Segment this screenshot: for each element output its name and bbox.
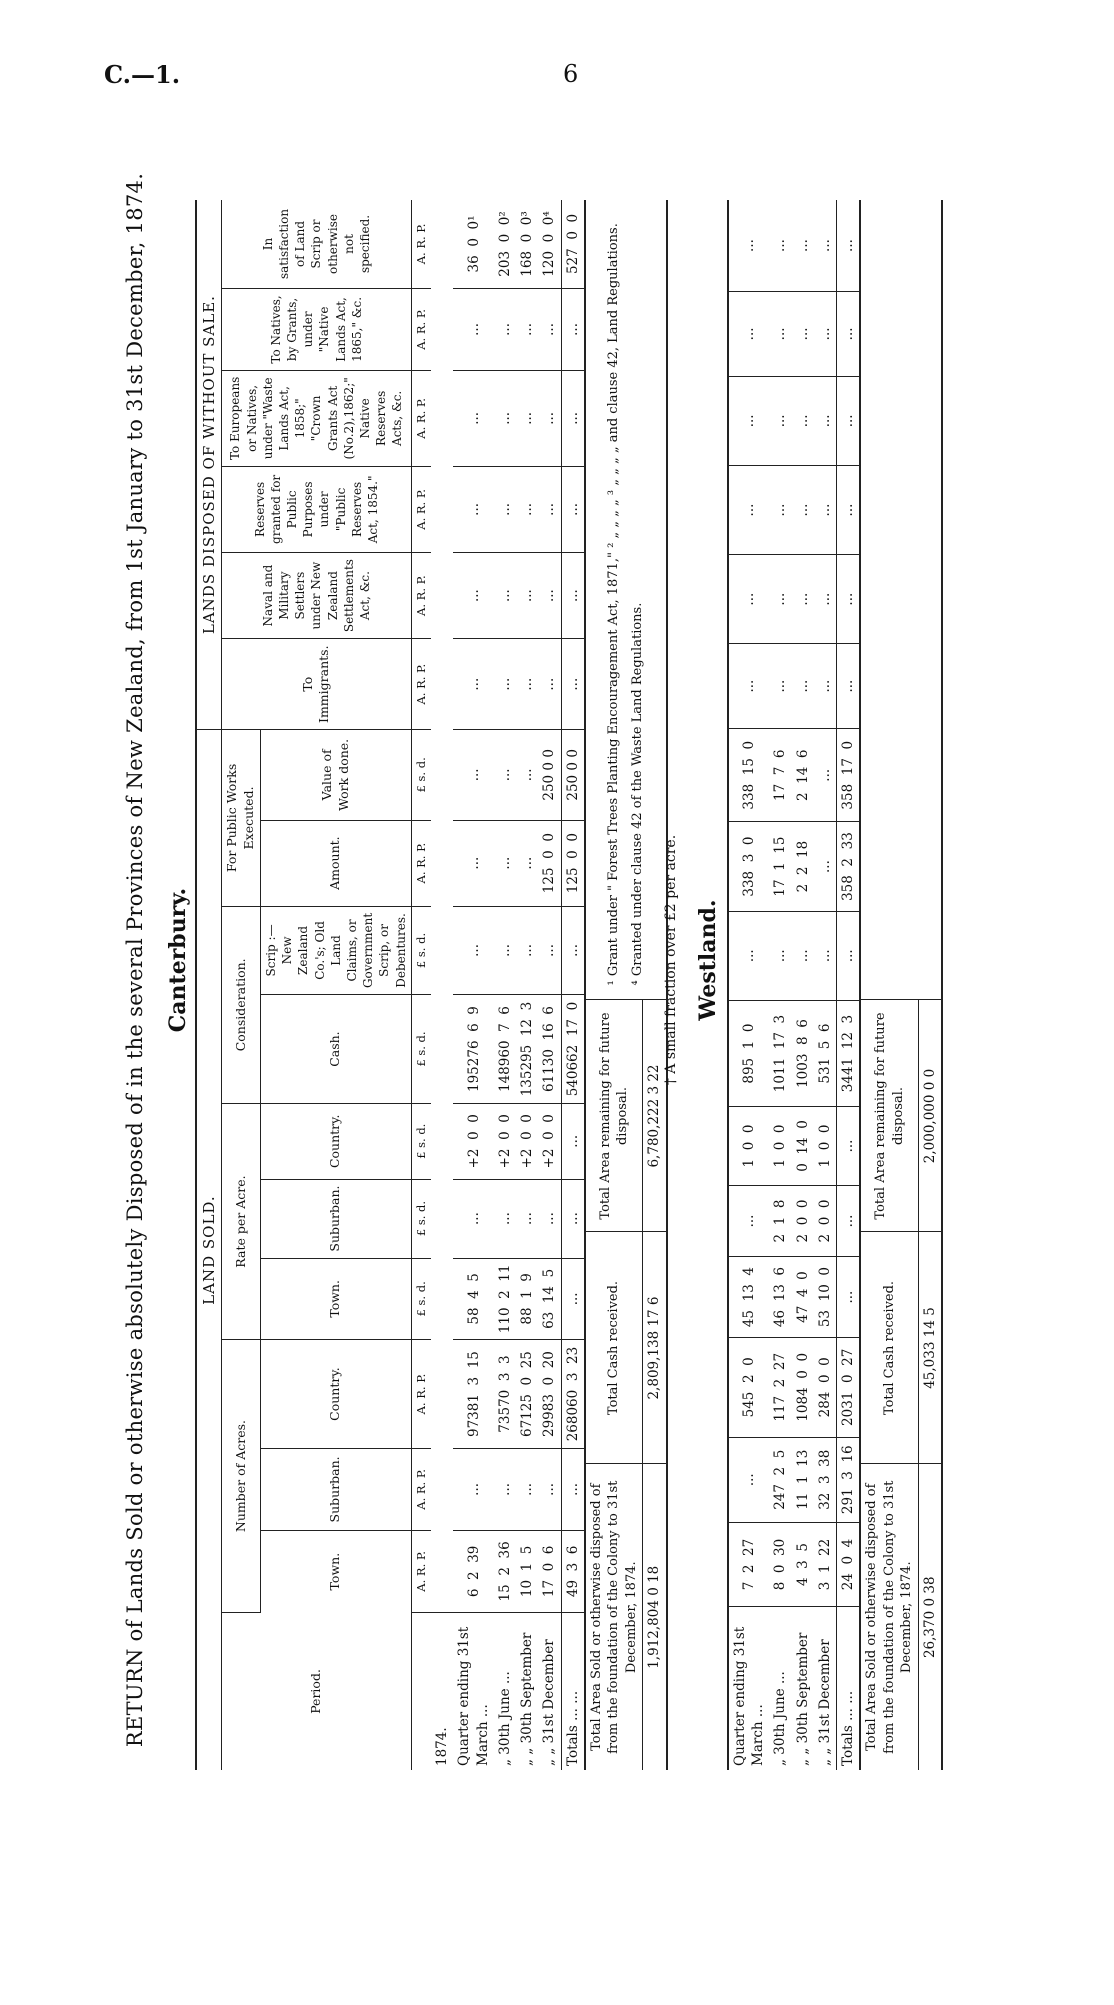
disposed-without-sale-cell: ... [769,376,791,465]
disposed-without-sale-cell: ... [561,552,584,638]
disposed-without-sale-cell: ... [837,291,860,376]
area-remaining-label: Total Area remaining for future disposal. [585,1000,643,1232]
disposed-without-sale-cell: ... [814,644,837,729]
period-cell: Totals ... ... [561,1612,584,1770]
scrip-cell: ... [814,911,837,1000]
westland-totals [837,200,860,1770]
cash-received-value: 45,033 14 5 [918,1232,942,1464]
disposed-without-sale-cell: ... [814,376,837,465]
rate-town-cell: 47 4 0 [792,1257,814,1337]
table-row [516,200,538,1770]
rate-suburban-cell: 2 1 8 [769,1185,791,1257]
town-acres-cell: 8 0 30 [769,1522,791,1607]
rate-town-cell: 88 1 9 [516,1258,538,1340]
public-works-value-cell: ... [814,729,837,823]
scrip-cell: ... [516,906,538,994]
public-works-header: For Public Works Executed. [222,730,261,907]
rate-town-cell: 58 4 5 [453,1258,493,1340]
disposed-without-sale-cell: ... [769,555,791,644]
disposed-without-sale-cell: ... [538,288,561,370]
public-works-value-cell: 338 15 0 [728,729,769,823]
country-acres-cell: 97381 3 15 [453,1340,493,1449]
page-number: 6 [563,60,579,88]
rate-town-cell: 45 13 4 [728,1257,769,1337]
scrip-cell: ... [837,911,860,1000]
satisfaction-cell: ... [837,200,860,291]
scrip-cell: ... [453,906,493,994]
satisfaction-cell: ... [728,200,769,291]
rate-town-cell: 110 2 11 [494,1258,516,1340]
cash-cell: 3441 12 3 [837,1000,860,1107]
rate-suburban-cell: ... [561,1179,584,1258]
disposed-without-sale-cell: ... [728,376,769,465]
disposed-without-sale-cell: ... [792,555,814,644]
disposed-without-sale-cell: ... [561,288,584,370]
disposed-without-sale-cell: ... [516,639,538,730]
period-cell: „ „ 30th September [519,1632,536,1766]
disposed-without-sale-cell: ... [516,370,538,466]
satisfaction-cell: 36 0 0¹ [453,200,493,288]
rate-country-cell: 1 0 0 [728,1107,769,1185]
satisfaction-cell: 203 0 0² [494,200,516,288]
rate-country-cell: ... [837,1107,860,1185]
table-row [792,200,814,1770]
disposed-without-sale-cell: ... [792,644,814,729]
suburban-acres-cell: ... [516,1448,538,1530]
units-lsd: £ s. d. [411,1258,431,1340]
suburban-acres-cell: ... [453,1448,493,1530]
disposed-without-sale-cell: ... [728,644,769,729]
lands-disposed-heading: LANDS DISPOSED OF WITHOUT SALE. [196,200,222,730]
units-arp: A. R. P. [411,552,431,638]
satisfaction-cell: ... [769,200,791,291]
cash-cell: 540662 17 0 [561,995,584,1104]
town-acres-cell: 6 2 39 [453,1530,493,1612]
westland-summary [860,200,943,1770]
disposed-without-sale-cell: ... [814,465,837,554]
public-works-amount-cell: 17 1 15 [769,822,791,911]
area-remaining-value: 6,780,222 3 22 [643,1000,667,1232]
country-acres-cell: 29983 0 20 [538,1340,561,1449]
disposed-without-sale-cell: ... [516,466,538,552]
scrip-cell: ... [494,906,516,994]
disposed-without-sale-cell: ... [561,466,584,552]
satisfaction-cell: ... [792,200,814,291]
public-works-amount-cell: 358 2 33 [837,822,860,911]
consideration-header: Consideration. [222,906,261,1103]
rate-suburban-cell: ... [837,1185,860,1257]
public-works-value-cell: 250 0 0 [561,730,584,820]
westland-block [727,200,943,1770]
rate-country-cell: +2 0 0 [538,1103,561,1179]
disposed-without-sale-cell: ... [769,644,791,729]
document-reference: C.—1. [104,60,181,89]
period-cell: „ „ 30th September [794,1632,811,1766]
area-sold-value: 1,912,804 0 18 [643,1464,667,1770]
rate-country-cell: ... [561,1103,584,1179]
disposed-without-sale-cell: ... [453,639,493,730]
town-acres-cell: 24 0 4 [837,1522,860,1607]
public-works-amount-cell: ... [494,820,516,906]
rate-suburban-cell: 2 0 0 [814,1185,837,1257]
suburban-acres-cell: 32 3 38 [814,1437,837,1522]
public-works-value-cell: 250 0 0 [538,730,561,820]
area-sold-label: Total Area Sold or otherwise disposed of from the foundation of the Colony to 31st December, 1874. [861,1464,919,1770]
units-arp: A. R. P. [411,1340,431,1449]
westland-rows [728,200,837,1770]
scrip-cell: ... [728,911,769,1000]
country-acres-cell: 73570 3 3 [494,1340,516,1449]
rate-country-cell: 1 0 0 [814,1107,837,1185]
footnote-forest: ¹ Grant under " Forest Trees Planting Encouragement Act, 1871," ² „ „ „ „ ³ „ „ „ „ and clause 42, Land Regulations. [606,223,622,986]
disposed-without-sale-cell: ... [453,370,493,466]
cash-received-label: Total Cash received. [585,1232,643,1464]
units-lsd: £ s. d. [411,730,431,820]
disposed-without-sale-cell: ... [837,555,860,644]
rate-suburban-cell: ... [538,1179,561,1258]
country-acres-cell: 545 2 0 [728,1337,769,1437]
public-works-value-cell: 2 14 6 [792,729,814,823]
satisfaction-header: In satisfaction of Land Scrip or otherwise not specified. [222,200,411,288]
suburban-header: Suburban. [261,1448,412,1530]
units-row [411,200,431,1770]
disposed-without-sale-cell: ... [769,291,791,376]
area-remaining-label: Total Area remaining for future disposal. [861,1000,919,1232]
rate-suburban-cell: ... [494,1179,516,1258]
scrip-cell: ... [769,911,791,1000]
cash-cell: 61130 16 6 [538,995,561,1104]
suburban-acres-cell: ... [728,1437,769,1522]
units-arp: A. R. P. [411,288,431,370]
units-arp: A. R. P. [411,820,431,906]
town-acres-cell: 3 1 22 [814,1522,837,1607]
disposed-without-sale-cell: ... [728,291,769,376]
units-lsd: £ s. d. [411,906,431,994]
reserves-header: Reserves granted for Public Purposes under "Public Reserves Act, 1854." [222,466,411,552]
rate-town-cell: ... [561,1258,584,1340]
cash-cell: 531 5 6 [814,1000,837,1107]
scrip-header: Scrip :—New Zealand Co.'s; Old Land Claims, or Government Scrip, or Debentures. [261,906,412,994]
disposed-without-sale-cell: ... [538,639,561,730]
period-cell: Quarter ending 31st March ... [732,1626,767,1766]
rate-suburban-cell: ... [453,1179,493,1258]
public-works-amount-cell: ... [516,820,538,906]
disposed-without-sale-cell: ... [728,465,769,554]
westland-table [727,200,860,1770]
disposed-without-sale-cell: ... [728,555,769,644]
area-sold-value: 26,370 0 38 [918,1464,942,1770]
public-works-amount-cell: 2 2 18 [792,822,814,911]
rate-suburban-cell: 2 0 0 [792,1185,814,1257]
cash-cell: 895 1 0 [728,1000,769,1107]
table-row [538,200,561,1770]
units-arp: A. R. P. [411,1448,431,1530]
canterbury-heading: Canterbury. [165,887,191,1033]
public-works-value-cell: ... [516,730,538,820]
rate-town-cell: ... [837,1257,860,1337]
rate-country-cell: +2 0 0 [453,1103,493,1179]
canterbury-summary [585,200,668,1770]
disposed-without-sale-cell: ... [538,370,561,466]
cash-received-label: Total Cash received. [861,1232,919,1464]
units-lsd: £ s. d. [411,1179,431,1258]
units-lsd: £ s. d. [411,995,431,1104]
units-arp: A. R. P. [411,370,431,466]
value-header: Value of Work done. [261,730,412,820]
town-acres-cell: 10 1 5 [516,1530,538,1612]
natives-header: To Natives, by Grants, under "Native Lands Act, 1865," &c. [222,288,411,370]
satisfaction-cell: 527 0 0 [561,200,584,288]
units-lsd: £ s. d. [411,1103,431,1179]
town-acres-cell: 4 3 5 [792,1522,814,1607]
rate-town-cell: 53 10 0 [814,1257,837,1337]
town-acres-cell: 49 3 6 [561,1530,584,1612]
period-cell: Quarter ending 31st March ... [456,1626,491,1766]
table-row [769,200,791,1770]
disposed-without-sale-cell: ... [837,376,860,465]
table-row [453,200,493,1770]
period-cell: „ 30th June ... [496,1671,513,1766]
period-header: Period. [222,1612,411,1770]
amount-header: Amount. [261,820,412,906]
canterbury-totals [561,200,584,1770]
satisfaction-cell: ... [814,200,837,291]
suburban-acres-cell: ... [494,1448,516,1530]
disposed-without-sale-cell: ... [538,552,561,638]
scrip-cell: ... [792,911,814,1000]
rate-country-cell: +2 0 0 [494,1103,516,1179]
rate-country-header: Country. [261,1103,412,1179]
public-works-value-cell: 358 17 0 [837,729,860,823]
disposed-without-sale-cell: ... [837,465,860,554]
disposed-without-sale-cell: ... [561,370,584,466]
rate-country-cell: 0 14 0 [792,1107,814,1185]
country-acres-cell: 67125 0 25 [516,1340,538,1449]
europeans-header: To Europeans or Natives, under "Waste Lands Act, 1858;" "Crown Grants Act (No.2),1862;" Native Reserves Acts, &c. [222,370,411,466]
cash-cell: 1003 8 6 [792,1000,814,1107]
canterbury-rows [453,200,561,1770]
canterbury-table [195,200,585,1770]
totals-row [837,200,860,1770]
disposed-without-sale-cell: ... [494,370,516,466]
scrip-cell: ... [561,906,584,994]
disposed-without-sale-cell: ... [792,376,814,465]
area-remaining-value: 2,000,000 0 0 [918,1000,942,1232]
public-works-value-cell: 17 7 6 [769,729,791,823]
rate-suburban-cell: ... [728,1185,769,1257]
disposed-without-sale-cell: ... [769,465,791,554]
disposed-without-sale-cell: ... [792,465,814,554]
town-header: Town. [261,1530,412,1612]
disposed-without-sale-cell: ... [494,466,516,552]
table-row [814,200,837,1770]
rate-header: Rate per Acre. [222,1103,261,1339]
period-cell: Totals ... ... [837,1607,860,1770]
suburban-acres-cell: 247 2 5 [769,1437,791,1522]
country-header: Country. [261,1340,412,1449]
footnote-waste-land: ⁴ Granted under clause 42 of the Waste Land Regulations. [629,602,645,986]
country-acres-cell: 284 0 0 [814,1337,837,1437]
units-arp: A. R. P. [411,200,431,288]
disposed-without-sale-cell: ... [814,291,837,376]
rate-country-cell: +2 0 0 [516,1103,538,1179]
disposed-without-sale-cell: ... [516,288,538,370]
page-title: RETURN of Lands Sold or otherwise absolutely Disposed of in the several Provinces of New Zealand, from 1st January to 31st December, 1874. [123,172,147,1748]
units-arp: A. R. P. [411,639,431,730]
public-works-amount-cell: 125 0 0 [561,820,584,906]
rate-country-cell: 1 0 0 [769,1107,791,1185]
disposed-without-sale-cell: ... [837,644,860,729]
public-works-value-cell: ... [494,730,516,820]
period-cell: „ „ 31st December [541,1639,558,1766]
country-acres-cell: 268060 3 23 [561,1340,584,1449]
public-works-amount-cell: ... [814,822,837,911]
cash-cell: 195276 6 9 [453,995,493,1104]
canterbury-block [195,200,668,1770]
suburban-acres-cell: 11 1 13 [792,1437,814,1522]
cash-header: Cash. [261,995,412,1104]
disposed-without-sale-cell: ... [494,552,516,638]
disposed-without-sale-cell: ... [453,466,493,552]
disposed-without-sale-cell: ... [494,288,516,370]
town-acres-cell: 17 0 6 [538,1530,561,1612]
country-acres-cell: 1084 0 0 [792,1337,814,1437]
satisfaction-cell: 120 0 0⁴ [538,200,561,288]
disposed-without-sale-cell: ... [814,555,837,644]
public-works-amount-cell: 338 3 0 [728,822,769,911]
units-arp: A. R. P. [411,1530,431,1612]
westland-heading: Westland. [695,899,721,1021]
acres-header: Number of Acres. [222,1340,261,1613]
scrip-cell: ... [538,906,561,994]
disposed-without-sale-cell: ... [494,639,516,730]
rate-town-header: Town. [261,1258,412,1340]
disposed-without-sale-cell: ... [453,288,493,370]
rate-suburban-cell: ... [516,1179,538,1258]
cash-received-value: 2,809,138 17 6 [643,1232,667,1464]
disposed-without-sale-cell: ... [561,639,584,730]
disposed-without-sale-cell: ... [538,466,561,552]
public-works-amount-cell: 125 0 0 [538,820,561,906]
immigrants-header: To Immigrants. [222,639,411,730]
disposed-without-sale-cell: ... [516,552,538,638]
table-row [728,200,769,1770]
cash-cell: 148960 7 6 [494,995,516,1104]
cash-cell: 135295 12 3 [516,995,538,1104]
rate-town-cell: 46 13 6 [769,1257,791,1337]
naval-header: Naval and Military Settlers under New Zealand Settlements Act, &c. [222,552,411,638]
area-sold-label: Total Area Sold or otherwise disposed of from the foundation of the Colony to 31st December, 1874. [585,1464,643,1770]
public-works-value-cell: ... [453,730,493,820]
suburban-acres-cell: ... [538,1448,561,1530]
table-row [494,200,516,1770]
rate-suburban-header: Suburban. [261,1179,412,1258]
town-acres-cell: 7 2 27 [728,1522,769,1607]
totals-row [561,200,584,1770]
rate-town-cell: 63 14 5 [538,1258,561,1340]
land-sold-heading: LAND SOLD. [196,730,222,1770]
suburban-acres-cell: ... [561,1448,584,1530]
country-acres-cell: 2031 0 27 [837,1337,860,1437]
period-cell: „ 30th June ... [772,1671,789,1766]
year-label: 1874. [434,1727,451,1766]
disposed-without-sale-cell: ... [792,291,814,376]
cash-cell: 1011 17 3 [769,1000,791,1107]
suburban-acres-cell: 291 3 16 [837,1437,860,1522]
country-acres-cell: 117 2 27 [769,1337,791,1437]
cross-note: † A small fraction over £2 per acre. [663,834,679,1086]
rotated-sheet [115,30,1075,1890]
satisfaction-cell: 168 0 0³ [516,200,538,288]
period-cell: „ „ 31st December [816,1639,833,1766]
units-arp: A. R. P. [411,466,431,552]
town-acres-cell: 15 2 36 [494,1530,516,1612]
public-works-amount-cell: ... [453,820,493,906]
disposed-without-sale-cell: ... [453,552,493,638]
